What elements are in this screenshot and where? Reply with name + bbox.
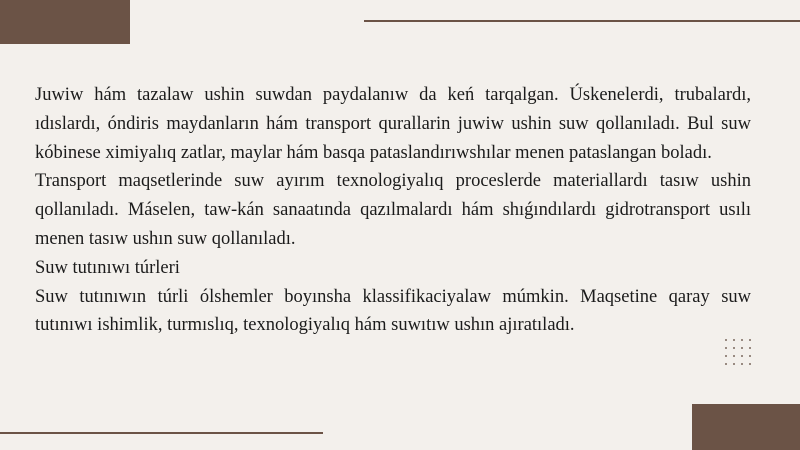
top-left-decor-block (0, 0, 130, 44)
section-heading: Suw tutınıwı túrleri (35, 257, 180, 278)
paragraph-washing: Juwiw hám tazalaw ushin suwdan paydalanıw da keń tarqalgan. Úskenelerdi, trubalardı, ıdıslardı, óndiris maydanların hám transport qurallarin juwiw ushin suw qollanıladı. Bul suw kóbinese ximiyalıq zatlar, maylar hám basqa pataslandırıwshılar menen pataslangan boladı. (35, 85, 751, 163)
bottom-right-decor-block (692, 404, 800, 450)
bottom-decor-line (0, 432, 323, 434)
slide-body (35, 81, 751, 340)
paragraph-transport: Transport maqsetlerinde suw ayırım texnologiyalıq proceslerde materiallardı tasıw ushin qollanıladı. Máselen, taw-kán sanaatında qazılmalardı hám shıǵındılardı gidrotransport usılı menen tasıw ushın suw qollanıladı. (35, 171, 751, 249)
paragraph-classification: Suw tutınıwın túrli ólshemler boyınsha klassifikaciyalaw múmkin. Maqsetine qaray suw tutınıwı ishimlik, turmıslıq, texnologiyalıq hám suwıtıw ushın ajıratıladı. (35, 286, 751, 336)
dot-pattern-decor (722, 336, 756, 366)
top-decor-line (364, 20, 800, 22)
